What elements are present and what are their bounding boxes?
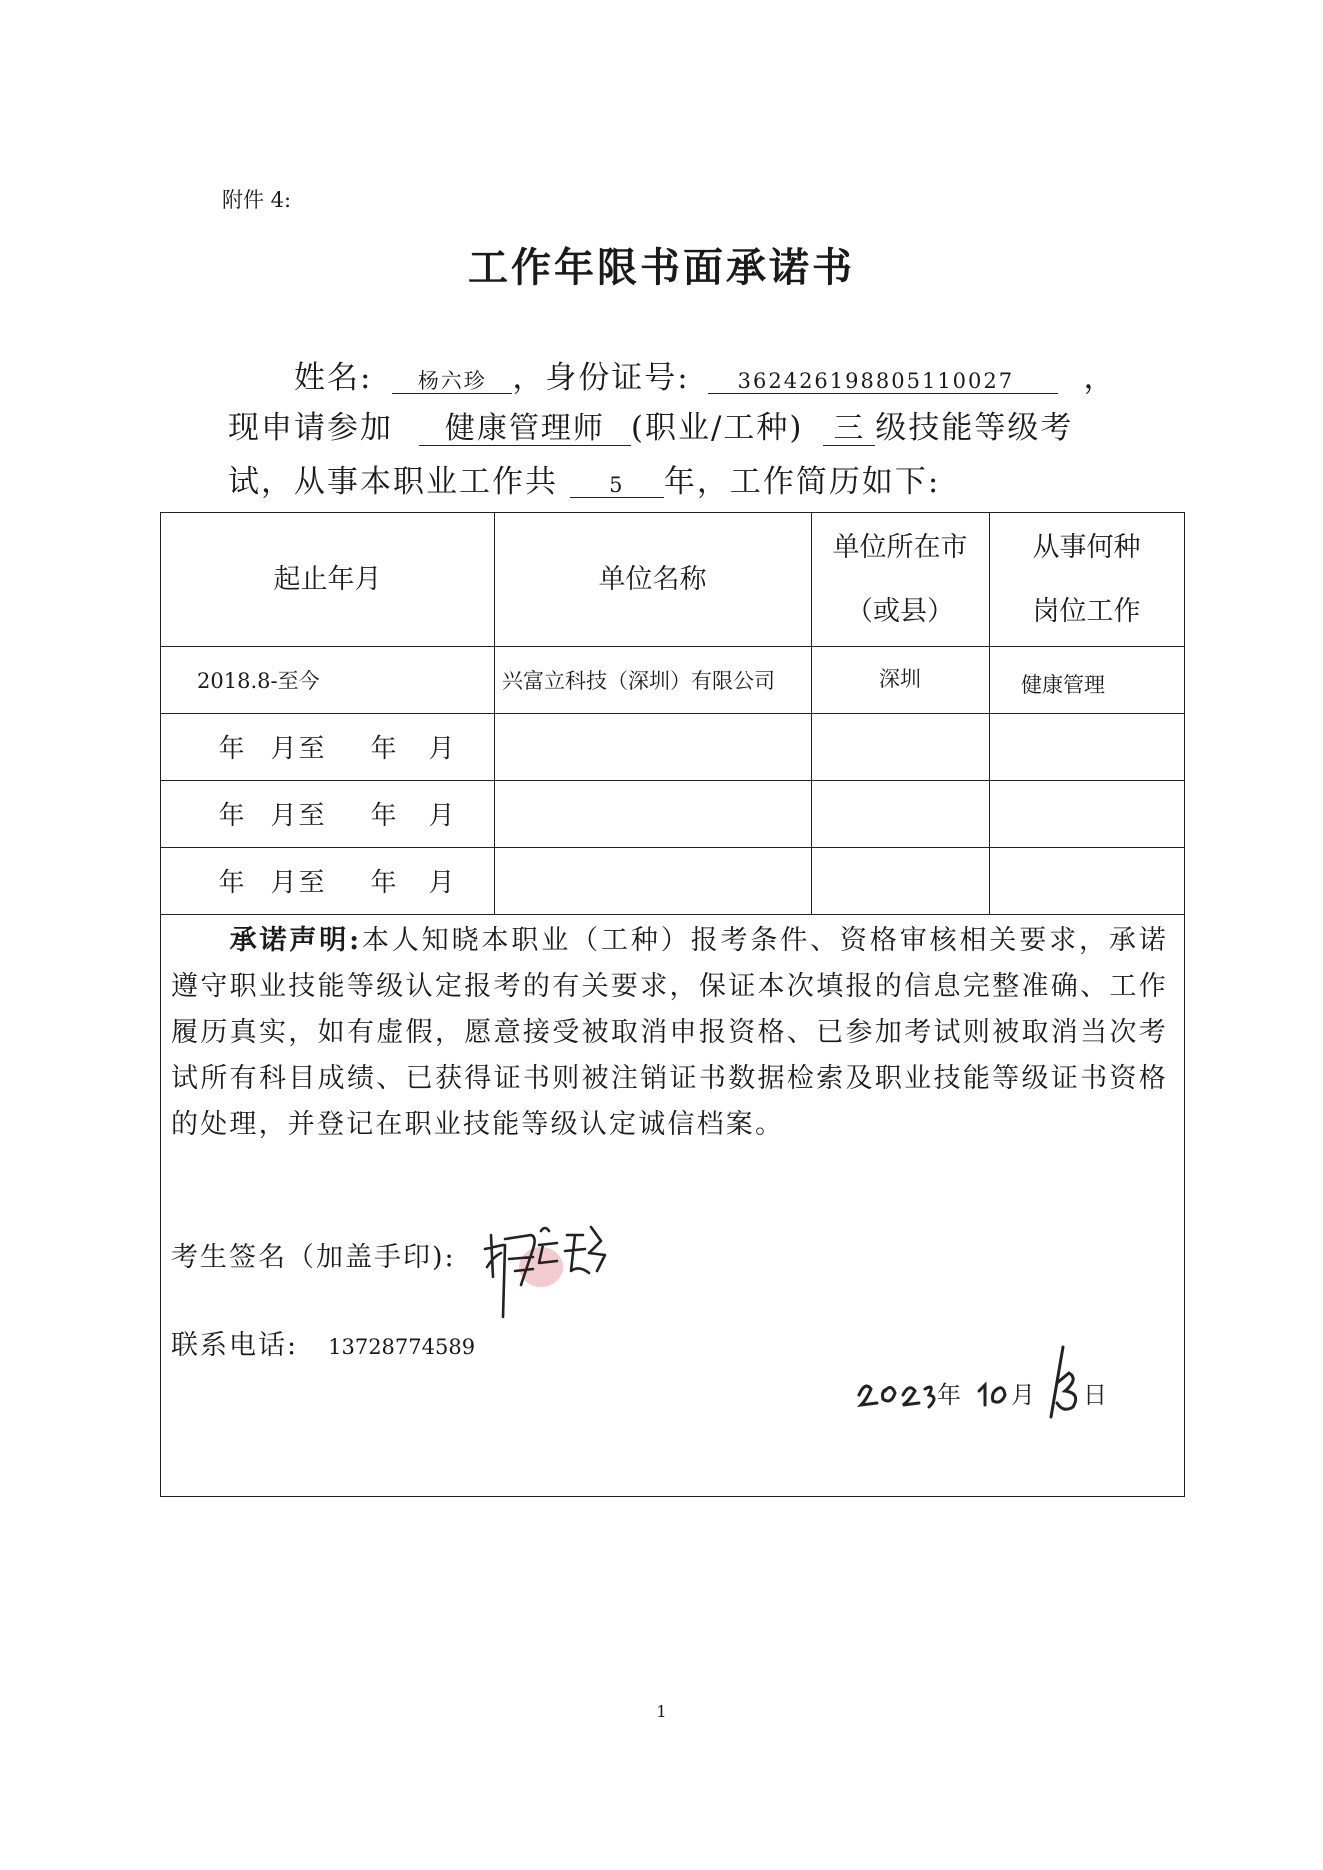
row1-company: 兴富立科技（深圳）有限公司 [502,668,775,693]
name-id-line [294,352,1116,397]
row2-y2: 年 [370,734,399,764]
table-rule [161,914,1184,915]
level-value: 三 [823,412,875,446]
years-suffix: 年，工作简历如下: [663,464,941,500]
header-post-line2: 岗位工作 [1032,595,1141,627]
annex-label: 附件 4: [222,188,292,212]
declaration-label: 承诺声明: [229,925,362,956]
years-line [228,456,940,501]
row1-period: 2018.8-至今 [197,668,320,693]
date-month-label: 月 [1011,1381,1035,1409]
phone-label: 联系电话: [171,1330,299,1361]
phone-value: 13728774589 [328,1335,476,1359]
years-value: 5 [570,474,664,498]
date-year-label: 年 [937,1381,961,1409]
name-label: 姓名: [294,360,373,396]
header-city [811,513,989,646]
date-day-label: 日 [1083,1381,1107,1409]
row3-y2: 年 [370,801,399,831]
row4-y1: 年 [218,868,247,898]
handwritten-signature [479,1205,619,1325]
occupation-value: 健康管理师 [419,412,631,446]
row1-post: 健康管理 [1021,672,1105,697]
row4-period [161,847,494,914]
declaration-text: 本人知晓本职业（工种）报考条件、资格审核相关要求，承诺遵守职业技能等级认定报考的有关要求，保证本次填报的信息完整准确、工作履历真实，如有虚假，愿意接受被取消申报资格、已参加考试则被取消当次考试所有科目成绩、已获得证书则被注销证书数据检索及职业技能等级证书资格的处理，并登记在职业技能等级认定诚信档案。 [171,925,1169,1140]
document-title: 工作年限书面承诺书 [468,244,855,291]
resume-table [160,512,1185,1497]
row4-y2: 年 [370,868,399,898]
header-city-line2: （或县） [846,595,954,627]
row3-m2: 月 [428,801,457,831]
row2-m1: 月至 [270,734,327,764]
row3-m1: 月至 [270,801,327,831]
name-value: 杨六珍 [392,370,512,394]
occupation-suffix: (职业/工种) [630,410,804,446]
row3-period [161,780,494,847]
row4-m1: 月至 [270,868,327,898]
row2-y1: 年 [218,734,247,764]
header-post [989,513,1184,646]
row3-y1: 年 [218,801,247,831]
level-suffix: 级技能等级考 [875,410,1074,446]
header-post-line1: 从事何种 [1032,531,1141,563]
id-trailing: ， [1083,360,1117,396]
id-number-value: 362426198805110027 [708,370,1058,394]
header-period: 起止年月 [273,563,382,595]
row2-period [161,713,494,780]
apply-line [228,402,1073,447]
apply-prefix: 现申请参加 [228,410,393,446]
declaration-paragraph [171,918,1168,1148]
phone-row [171,1323,475,1362]
row2-m2: 月 [428,734,457,764]
row4-m2: 月 [428,868,457,898]
header-city-line1: 单位所在市 [832,531,968,563]
row1-city: 深圳 [879,667,921,691]
years-prefix: 试，从事本职业工作共 [228,464,558,500]
page-number: 1 [656,1702,667,1721]
header-company: 单位名称 [598,563,707,595]
signature-label: 考生签名（加盖手印): [171,1242,456,1273]
handwritten-date [851,1343,1111,1423]
id-label: ，身份证号: [512,360,690,396]
